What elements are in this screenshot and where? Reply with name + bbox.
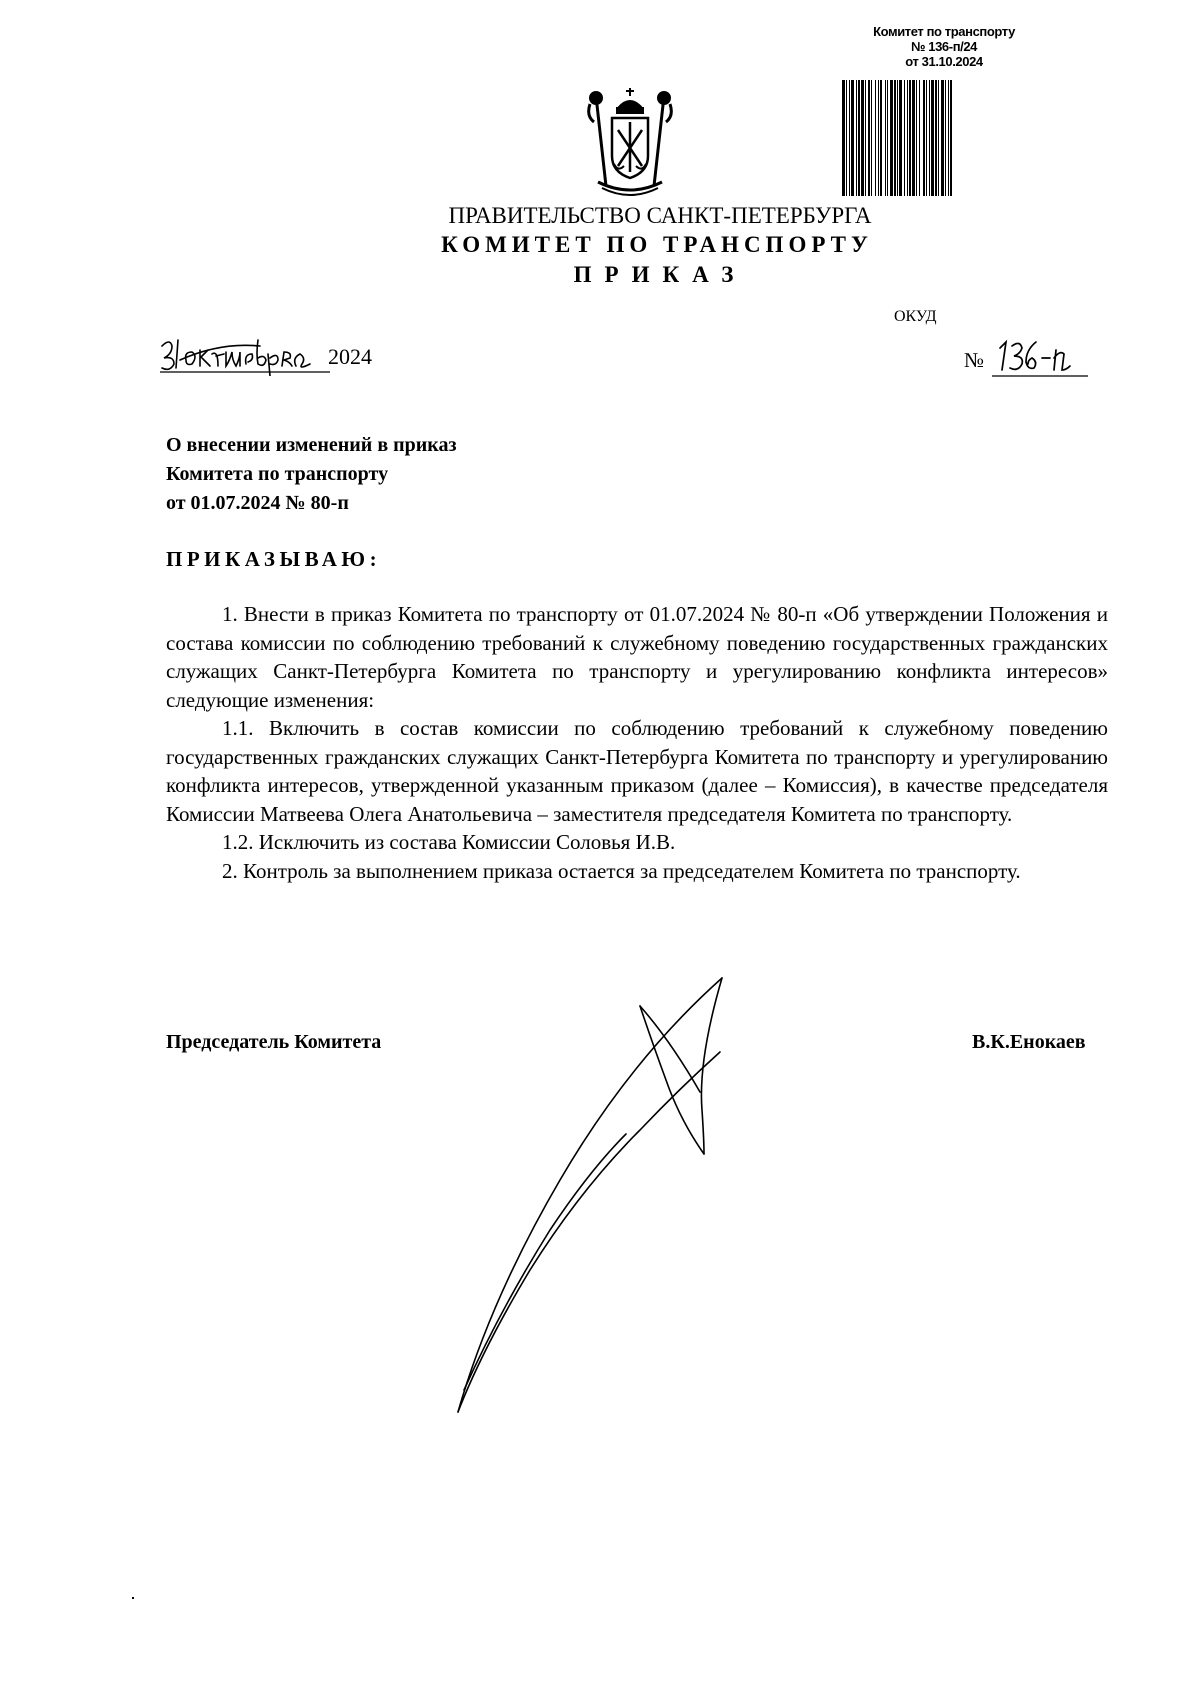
barcode-bar: [858, 80, 860, 196]
barcode-bar: [945, 80, 946, 196]
barcode-bar: [912, 80, 915, 196]
barcode-bar: [865, 80, 866, 196]
barcode-bar: [923, 80, 925, 196]
barcode-bar: [935, 80, 937, 196]
stamp-number: № 136-п/24: [910, 39, 978, 54]
barcode-bar: [950, 80, 952, 196]
barcode-bar: [868, 80, 870, 196]
barcode-bar: [929, 80, 930, 196]
body-paragraph: 1.1. Включить в состав комиссии по соблюдению требований к служебному поведению государственных гражданских служащих Санкт-Петербурга Комитета по транспорту и урегулированию конфликта интересов, утвержденной указанным приказом (далее – Комиссия), в качестве председателя Комиссии Матвеева Олега Анатольевича – заместителя председателя Комитета по транспорту.: [166, 716, 1108, 826]
barcode-bar: [851, 80, 854, 196]
body-paragraph: 1.2. Исключить из состава Комиссии Соловья И.В.: [222, 830, 676, 854]
barcode-bar: [907, 80, 908, 196]
number-sign: №: [964, 348, 985, 372]
subject-line: Комитета по транспорту: [166, 463, 389, 485]
barcode-bar: [894, 80, 896, 196]
barcode-bar: [916, 80, 917, 196]
barcode-bar: [875, 80, 876, 196]
barcode-icon: [842, 80, 1048, 196]
signatory-name: В.К.Енокаев: [972, 1031, 1086, 1053]
barcode-bar: [938, 80, 939, 196]
document-number: [960, 336, 1100, 380]
body-paragraph: 2. Контроль за выполнением приказа остается за председателем Комитета по транспорту.: [222, 858, 1021, 883]
coat-of-arms-icon: [586, 86, 674, 198]
barcode-bar: [948, 80, 949, 196]
barcode-bar: [941, 80, 944, 196]
subject-line: от 01.07.2024 № 80-п: [166, 492, 349, 514]
barcode-bar: [878, 80, 879, 196]
handwritten-signature: [430, 970, 770, 1430]
date-year: 2024: [328, 344, 372, 369]
barcode-bar: [880, 80, 882, 196]
barcode-bar: [899, 80, 902, 196]
barcode-bar: [909, 80, 911, 196]
committee-heading: КОМИТЕТ ПО ТРАНСПОРТУ: [441, 232, 873, 257]
subject-line: О внесении изменений в приказ: [166, 434, 457, 456]
barcode-bar: [846, 80, 847, 196]
registration-stamp: [836, 24, 1052, 69]
handwritten-date: [160, 330, 330, 376]
document-date: [160, 330, 400, 376]
okud-label: ОКУД: [894, 308, 937, 325]
barcode-bar: [931, 80, 934, 196]
barcode-bar: [842, 80, 845, 196]
barcode-bar: [856, 80, 857, 196]
signatory-title: Председатель Комитета: [166, 1031, 382, 1053]
barcode-bar: [887, 80, 888, 196]
handwritten-number: [992, 336, 1088, 380]
document-type-heading: ПРИКАЗ: [573, 262, 747, 287]
barcode-bar: [849, 80, 850, 196]
stamp-date: от 31.10.2024: [905, 54, 983, 69]
document-body: [166, 600, 1108, 885]
scan-speck: [132, 1597, 134, 1599]
barcode-bar: [919, 80, 920, 196]
barcode-bar: [871, 80, 872, 196]
barcode-bar: [926, 80, 927, 196]
document-subject: [166, 431, 457, 518]
body-paragraph: 1. Внести в приказ Комитета по транспорту от 01.07.2024 № 80-п «Об утверждении Положения и состава комиссии по соблюдению требований к служебному поведению государственных гражданских служащих Санкт-Петербурга Комитета по транспорту и урегулированию конфликта интересов» следующие изменения:: [166, 602, 1108, 712]
barcode-bar: [861, 80, 864, 196]
decree-word: ПРИКАЗЫВАЮ:: [166, 547, 382, 571]
barcode-bar: [897, 80, 898, 196]
government-heading: ПРАВИТЕЛЬСТВО САНКТ-ПЕТЕРБУРГА: [448, 203, 872, 228]
barcode-bar: [904, 80, 905, 196]
barcode-bar: [890, 80, 893, 196]
stamp-committee: Комитет по транспорту: [873, 24, 1015, 39]
barcode-bar: [885, 80, 886, 196]
